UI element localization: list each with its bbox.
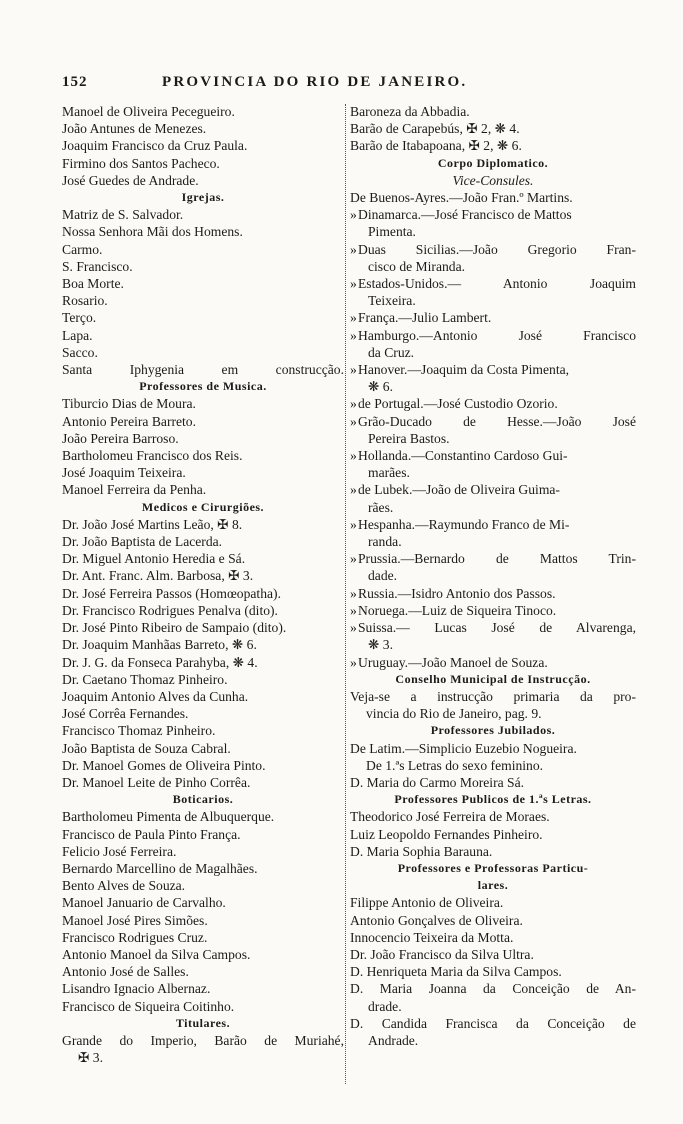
ditto-line: » Estados-Unidos.— Antonio Joaquim xyxy=(350,275,636,292)
text-line: De Latim.—Simplicio Euzebio Nogueira. xyxy=(350,740,577,756)
text-line: José Joaquim Teixeira. xyxy=(62,465,186,481)
text-line: Dr. Caetano Thomaz Pinheiro. xyxy=(62,671,228,687)
text-line: Dr. Francisco Rodrigues Penalva (dito). xyxy=(62,602,278,618)
ditto-line: » Hamburgo.—Antonio José Francisco xyxy=(350,327,636,344)
ditto-line: » Dinamarca.—José Francisco de Mattos xyxy=(350,206,636,223)
text-line: Sacco. xyxy=(62,344,98,360)
text-line: Francisco Thomaz Pinheiro. xyxy=(62,723,216,739)
section-heading: lares. xyxy=(477,878,509,893)
text-line: Dr. José Pinto Ribeiro de Sampaio (dito). xyxy=(62,620,287,636)
text-line: Antonio Gonçalves de Oliveira. xyxy=(350,912,523,928)
text-line: Francisco de Siqueira Coitinho. xyxy=(62,998,235,1014)
ditto-line: » Hespanha.—Raymundo Franco de Mi- xyxy=(350,516,636,533)
section-heading: Boticarios. xyxy=(172,792,234,807)
text-line-indented: De 1.ªs Letras do sexo feminino. xyxy=(366,757,544,773)
page-number: 152 xyxy=(62,74,88,90)
text-line: Bernardo Marcellino de Magalhães. xyxy=(62,860,258,876)
text-line: José Guedes de Andrade. xyxy=(62,172,199,188)
ditto-line: » Uruguay.—João Manoel de Souza. xyxy=(350,654,636,671)
text-line: S. Francisco. xyxy=(62,258,133,274)
text-line-continuation: Teixeira. xyxy=(368,293,416,309)
text-line: Dr. J. G. da Fonseca Parahyba, ❋ 4. xyxy=(62,654,258,670)
section-heading: Professores Jubilados. xyxy=(430,723,556,738)
text-line-indented: vincia do Rio de Janeiro, pag. 9. xyxy=(366,706,542,722)
section-heading: Corpo Diplomatico. xyxy=(437,155,549,170)
text-line: D. Candida Francisca da Conceição de xyxy=(350,1015,636,1031)
section-heading: Igrejas. xyxy=(181,190,225,205)
ditto-line: » França.—Julio Lambert. xyxy=(350,309,636,326)
ditto-line: » Suissa.— Lucas José de Alvarenga, xyxy=(350,619,636,636)
section-heading: Titulares. xyxy=(175,1015,231,1030)
text-line: D. Maria do Carmo Moreira Sá. xyxy=(350,774,525,790)
text-line: Manoel de Oliveira Pecegueiro. xyxy=(62,104,235,119)
text-line: D. Henriqueta Maria da Silva Campos. xyxy=(350,964,562,980)
text-line-continuation: ❋ 6. xyxy=(368,379,393,395)
section-heading: Professores e Professoras Particu- xyxy=(397,860,589,875)
text-line: Barão de Carapebús, ✠ 2, ❋ 4. xyxy=(350,121,520,137)
ditto-line: » Duas Sicilias.—João Gregorio Fran- xyxy=(350,241,636,258)
text-line: Tiburcio Dias de Moura. xyxy=(62,396,196,412)
section-subheading: Vice-Consules. xyxy=(452,172,534,188)
text-line: Veja-se a instrucção primaria da pro- xyxy=(350,688,636,704)
text-line: Dr. Miguel Antonio Heredia e Sá. xyxy=(62,551,246,567)
text-line-continuation: rães. xyxy=(368,499,394,515)
text-line: Bartholomeu Francisco dos Reis. xyxy=(62,448,243,464)
text-line-continuation: cisco de Miranda. xyxy=(368,258,466,274)
text-line: Carmo. xyxy=(62,241,103,257)
text-line: Baroneza da Abbadia. xyxy=(350,104,470,119)
right-column xyxy=(350,103,636,1049)
text-line: Filippe Antonio de Oliveira. xyxy=(350,895,504,911)
text-line: Manoel Januario de Carvalho. xyxy=(62,895,226,911)
text-line-continuation: marães. xyxy=(368,465,410,481)
text-line: Manoel Ferreira da Penha. xyxy=(62,482,207,498)
text-line: Francisco Rodrigues Cruz. xyxy=(62,929,208,945)
text-line: Dr. João Baptista de Lacerda. xyxy=(62,534,223,550)
text-line: Barão de Itabapoana, ✠ 2, ❋ 6. xyxy=(350,138,522,154)
text-line: Joaquim Francisco da Cruz Paula. xyxy=(62,138,248,154)
text-line: Grande do Imperio, Barão de Muriahé, xyxy=(62,1032,344,1048)
text-line-continuation: drade. xyxy=(368,998,402,1014)
ditto-line: » de Lubek.—João de Oliveira Guima- xyxy=(350,481,636,498)
text-line-continuation: ❋ 3. xyxy=(368,637,393,653)
text-line: João Pereira Barroso. xyxy=(62,430,179,446)
text-line: Dr. Ant. Franc. Alm. Barbosa, ✠ 3. xyxy=(62,568,254,584)
text-line: Luiz Leopoldo Fernandes Pinheiro. xyxy=(350,826,543,842)
text-line: José Corrêa Fernandes. xyxy=(62,706,189,722)
left-column xyxy=(62,103,344,1066)
ditto-line: » Russia.—Isidro Antonio dos Passos. xyxy=(350,585,636,602)
text-line-continuation: Andrade. xyxy=(368,1032,419,1048)
text-line: Antonio Manoel da Silva Campos. xyxy=(62,946,251,962)
text-line: Theodorico José Ferreira de Moraes. xyxy=(350,809,550,825)
section-heading: Medicos e Cirurgiões. xyxy=(141,499,265,514)
text-line: Firmino dos Santos Pacheco. xyxy=(62,155,220,171)
ditto-line: » Hanover.—Joaquim da Costa Pimenta, xyxy=(350,361,636,378)
page-title: PROVINCIA DO RIO DE JANEIRO. xyxy=(162,74,468,90)
text-line: Matriz de S. Salvador. xyxy=(62,207,184,223)
text-line: Nossa Senhora Mãi dos Homens. xyxy=(62,224,243,240)
section-heading: Professores de Musica. xyxy=(139,379,267,394)
text-line-continuation: Pereira Bastos. xyxy=(368,430,450,446)
ditto-line: » Grão-Ducado de Hesse.—João José xyxy=(350,413,636,430)
text-line: Boa Morte. xyxy=(62,276,124,292)
text-line: Innocencio Teixeira da Motta. xyxy=(350,929,514,945)
text-line-continuation: Pimenta. xyxy=(368,224,416,240)
text-line: D. Maria Joanna da Conceição de An- xyxy=(350,981,636,997)
text-line: Dr. Manoel Gomes de Oliveira Pinto. xyxy=(62,757,266,773)
text-line: Bartholomeu Pimenta de Albuquerque. xyxy=(62,809,275,825)
text-line-indented: ✠ 3. xyxy=(78,1050,103,1066)
section-heading: Conselho Municipal de Instrucção. xyxy=(395,671,591,686)
text-line: Francisco de Paula Pinto França. xyxy=(62,826,241,842)
text-line: Antonio José de Salles. xyxy=(62,964,189,980)
text-line: Dr. João Francisco da Silva Ultra. xyxy=(350,946,534,962)
text-line: Rosario. xyxy=(62,293,108,309)
text-line: Joaquim Antonio Alves da Cunha. xyxy=(62,688,249,704)
ditto-line: » Hollanda.—Constantino Cardoso Gui- xyxy=(350,447,636,464)
text-line: Dr. José Ferreira Passos (Homœopatha). xyxy=(62,585,281,601)
text-line: D. Maria Sophia Barauna. xyxy=(350,843,493,859)
text-line: Dr. Manoel Leite de Pinho Corrêa. xyxy=(62,774,251,790)
ditto-line: » Noruega.—Luiz de Siqueira Tinoco. xyxy=(350,602,636,619)
text-line: Bento Alves de Souza. xyxy=(62,878,186,894)
text-line: Dr. Joaquim Manhãas Barreto, ❋ 6. xyxy=(62,637,257,653)
text-line-continuation: randa. xyxy=(368,534,402,550)
section-heading: Professores Publicos de 1.ªs Letras. xyxy=(394,792,592,807)
ditto-line: » Prussia.—Bernardo de Mattos Trin- xyxy=(350,550,636,567)
text-line: Lisandro Ignacio Albernaz. xyxy=(62,981,211,997)
text-line: Lapa. xyxy=(62,327,93,343)
text-line: Terço. xyxy=(62,310,97,326)
text-line: João Baptista de Souza Cabral. xyxy=(62,740,231,756)
text-line: Dr. João José Martins Leão, ✠ 8. xyxy=(62,516,243,532)
text-line: Antonio Pereira Barreto. xyxy=(62,413,197,429)
ditto-line: » de Portugal.—José Custodio Ozorio. xyxy=(350,395,636,412)
text-line: Santa Iphygenia em construcção. xyxy=(62,362,344,378)
text-line: Felicio José Ferreira. xyxy=(62,843,177,859)
text-line: De Buenos-Ayres.—João Fran.º Martins. xyxy=(350,190,573,206)
text-line: Manoel José Pires Simões. xyxy=(62,912,208,928)
column-divider xyxy=(345,104,346,1084)
text-line-continuation: da Cruz. xyxy=(368,344,415,360)
text-line-continuation: dade. xyxy=(368,568,398,584)
text-line: João Antunes de Menezes. xyxy=(62,121,207,137)
